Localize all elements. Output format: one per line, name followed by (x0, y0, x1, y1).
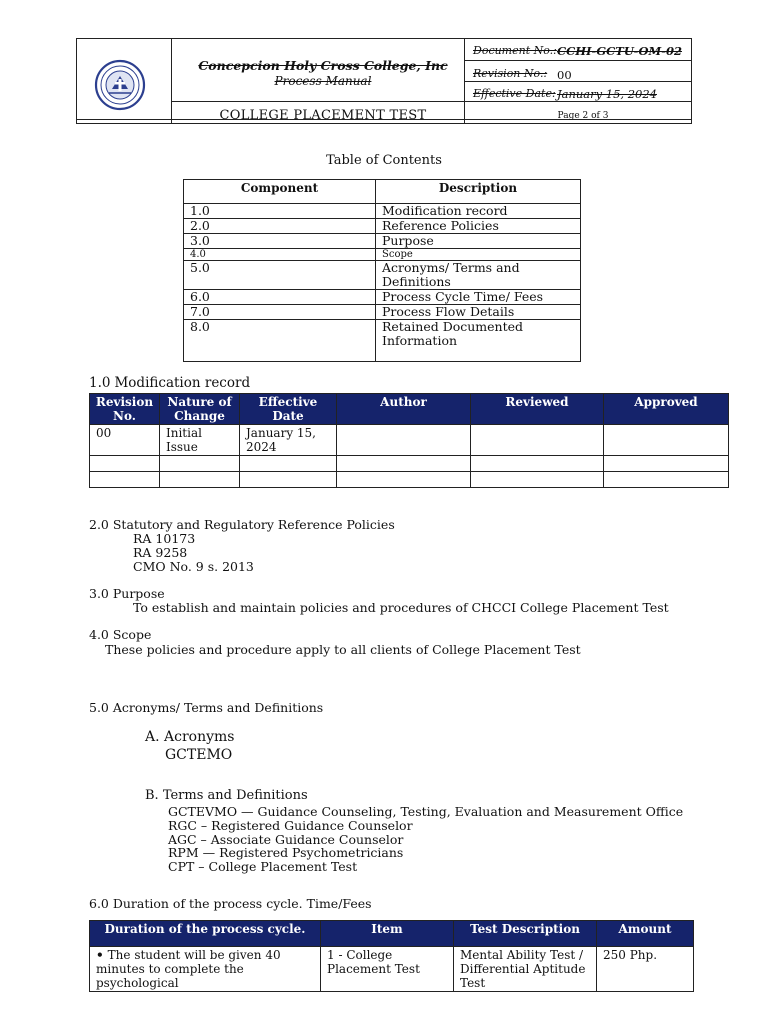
toc-description: Process Cycle Time/ Fees (376, 290, 581, 305)
empty-cell (160, 472, 240, 488)
col-effective-date: Effective Date (240, 394, 337, 425)
toc-description: Acronyms/ Terms and Definitions (376, 261, 581, 290)
table-row (184, 219, 581, 234)
toc-number: 7.0 (184, 305, 376, 320)
empty-cell (240, 456, 337, 472)
empty-cell (90, 472, 160, 488)
term-item: GCTEVMO — Guidance Counseling, Testing, Evaluation and Measurement Office (168, 804, 684, 819)
toc-description: Retained Documented Information (376, 320, 581, 362)
document-no-label: Document No.: (473, 44, 557, 57)
table-row (184, 305, 581, 320)
header-divider (171, 39, 172, 123)
table-row (90, 425, 729, 456)
term-item: CPT – College Placement Test (168, 859, 358, 874)
empty-cell (90, 456, 160, 472)
col-approved: Approved (604, 394, 729, 425)
toc-title: Table of Contents (326, 153, 442, 168)
col-author: Author (337, 394, 471, 425)
table-row (184, 320, 581, 362)
empty-cell (471, 456, 604, 472)
toc-description: Modification record (376, 204, 581, 219)
toc-number: 4.0 (184, 249, 376, 261)
col-revision-no: Revision No. (90, 394, 160, 425)
toc-number: 6.0 (184, 290, 376, 305)
cell-nature-of-change: Initial Issue (160, 425, 240, 456)
document-title: COLLEGE PLACEMENT TEST (219, 108, 427, 123)
header-divider (464, 60, 691, 61)
acronyms-label: A. Acronyms (145, 729, 235, 745)
reference-item: RA 10173 (133, 531, 196, 546)
col-test-description: Test Description (454, 921, 597, 947)
cell-item: 1 - College Placement Test (321, 947, 454, 992)
header-divider (171, 101, 691, 102)
purpose-text: To establish and maintain policies and procedures of CHCCI College Placement Test (133, 600, 669, 615)
table-row (184, 234, 581, 249)
duration-table (89, 920, 694, 992)
toc-table (183, 179, 581, 362)
col-reviewed: Reviewed (471, 394, 604, 425)
section-2-heading: 2.0 Statutory and Regulatory Reference Policies (89, 517, 395, 532)
effective-date-label: Effective Date: (473, 87, 556, 100)
cell-author (337, 425, 471, 456)
term-item: RPM — Registered Psychometricians (168, 845, 404, 860)
revision-no-value: 00 (557, 68, 572, 82)
cell-reviewed (471, 425, 604, 456)
section-5-heading: 5.0 Acronyms/ Terms and Definitions (89, 700, 324, 715)
col-amount: Amount (597, 921, 694, 947)
empty-cell (604, 456, 729, 472)
cell-duration: • The student will be given 40 minutes to complete the psychological (90, 947, 321, 992)
table-row (90, 472, 729, 488)
empty-cell (471, 472, 604, 488)
scope-text: These policies and procedure apply to all clients of College Placement Test (105, 642, 581, 657)
section-4-heading: 4.0 Scope (89, 627, 152, 642)
col-duration: Duration of the process cycle. (90, 921, 321, 947)
term-item: AGC – Associate Guidance Counselor (168, 832, 404, 847)
table-row (184, 261, 581, 290)
section-number: 1.0 (89, 375, 111, 391)
terms-label: B. Terms and Definitions (145, 788, 308, 803)
effective-date-value: January 15, 2024 (557, 87, 657, 101)
section-title: Modification record (114, 375, 251, 391)
section-6-heading: 6.0 Duration of the process cycle. Time/Fees (89, 896, 372, 911)
toc-number: 1.0 (184, 204, 376, 219)
college-seal-icon (93, 59, 147, 111)
toc-description: Process Flow Details (376, 305, 581, 320)
toc-number: 3.0 (184, 234, 376, 249)
toc-description: Scope (376, 249, 581, 261)
empty-cell (160, 456, 240, 472)
cell-effective-date: January 15, 2024 (240, 425, 337, 456)
table-row (184, 249, 581, 261)
toc-number: 5.0 (184, 261, 376, 290)
section-1-heading (89, 376, 250, 390)
organization-name: Concepcion Holy Cross College, Inc (198, 58, 448, 73)
table-row (184, 290, 581, 305)
toc-description: Reference Policies (376, 219, 581, 234)
table-row (90, 456, 729, 472)
toc-col-component: Component (184, 180, 376, 204)
term-item: RGC – Registered Guidance Counselor (168, 818, 413, 833)
page-number: Page 2 of 3 (557, 111, 609, 121)
col-item: Item (321, 921, 454, 947)
modification-header-row (90, 394, 729, 425)
toc-col-description: Description (376, 180, 581, 204)
cell-test-description: Mental Ability Test / Differential Aptitude Test (454, 947, 597, 992)
section-3-heading: 3.0 Purpose (89, 586, 165, 601)
col-nature-of-change: Nature of Change (160, 394, 240, 425)
toc-number: 8.0 (184, 320, 376, 362)
toc-description: Purpose (376, 234, 581, 249)
revision-no-label: Revision No.: (473, 67, 548, 80)
duration-header-row (90, 921, 694, 947)
reference-item: CMO No. 9 s. 2013 (133, 559, 254, 574)
cell-revision-no: 00 (90, 425, 160, 456)
cell-approved (604, 425, 729, 456)
document-header (76, 38, 692, 124)
modification-table (89, 393, 729, 488)
acronym-item: GCTEMO (165, 747, 233, 763)
table-row (184, 204, 581, 219)
empty-cell (337, 456, 471, 472)
document-no-value: CCHI-GCTU-OM-02 (557, 44, 682, 58)
empty-cell (337, 472, 471, 488)
table-row (90, 947, 694, 992)
empty-cell (240, 472, 337, 488)
toc-number: 2.0 (184, 219, 376, 234)
empty-cell (604, 472, 729, 488)
reference-item: RA 9258 (133, 545, 188, 560)
cell-amount: 250 Php. (597, 947, 694, 992)
header-divider (464, 81, 691, 82)
toc-header-row (184, 180, 581, 204)
manual-name: Process Manual (274, 74, 372, 88)
